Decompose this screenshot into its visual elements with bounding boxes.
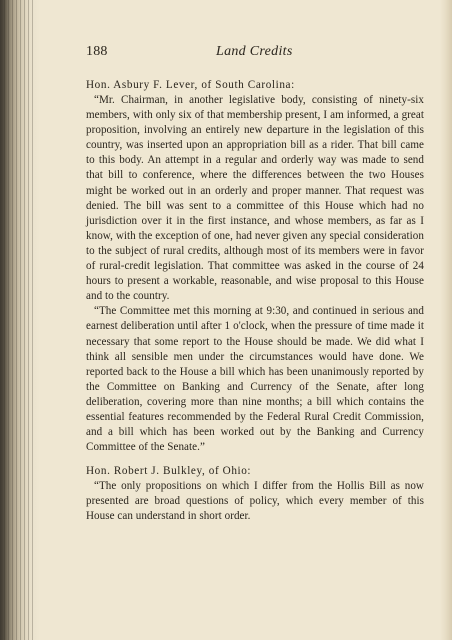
paragraph: “The Committee met this morning at 9:30, and continued in serious and earnest deliberation until after 1 o'clock, when the pressure of time made it necessary that some report to the House should be made. We did what I think all sensible men under the circumstances would have done. We reported back to the House a bill which has been unanimously reported by the Committee on Banking and Currency of the Senate, after long deliberation, covering more than nine months; a bill which contains the essential features recommended by the Federal Rural Credit Commission, and a bill which has been worked out by the Banking and Currency Committee of the Senate.” — [86, 305, 424, 454]
section-spacer — [86, 455, 424, 464]
paragraph: “The only propositions on which I differ from the Hollis Bill as now presented are broad questions of policy, which every member of this House can understand in short order. — [86, 480, 424, 523]
page-edge-lines — [4, 0, 34, 640]
page-right-edge — [440, 0, 452, 640]
speech-section-bulkley — [86, 464, 424, 524]
speech-section-lever — [86, 78, 424, 455]
speaker-name: Hon. Robert J. Bulkley, of Ohio: — [86, 465, 252, 478]
page-number: 188 — [86, 44, 108, 59]
page-header — [86, 44, 424, 64]
book-page — [86, 44, 424, 525]
paragraph: “Mr. Chairman, in another legislative body, consisting of ninety-six members, with only six of that membership present, I am informed, a great proposition, involving an entirely new departure in the legislation of this country, was inserted upon an appropriation bill as a rider. That bill came to this body. An attempt in a regular and orderly way was made to send that bill to conference, where the differences between the two Houses might be worked out in an orderly and proper manner. That request was denied. The bill was sent to a committee of this House which had no jurisdiction over it in the first instance, and whose members, as far as I know, with the exception of one, had never given any special consideration to the subject of rural credits, although most of its members were in favor of rural-credit legislation. That committee was asked in the course of 24 hours to present a workable, reasonable, and wise proposal to this House and to the country. — [86, 94, 424, 303]
speaker-name: Hon. Asbury F. Lever, of South Carolina: — [86, 79, 295, 91]
running-head: Land Credits — [216, 44, 293, 59]
